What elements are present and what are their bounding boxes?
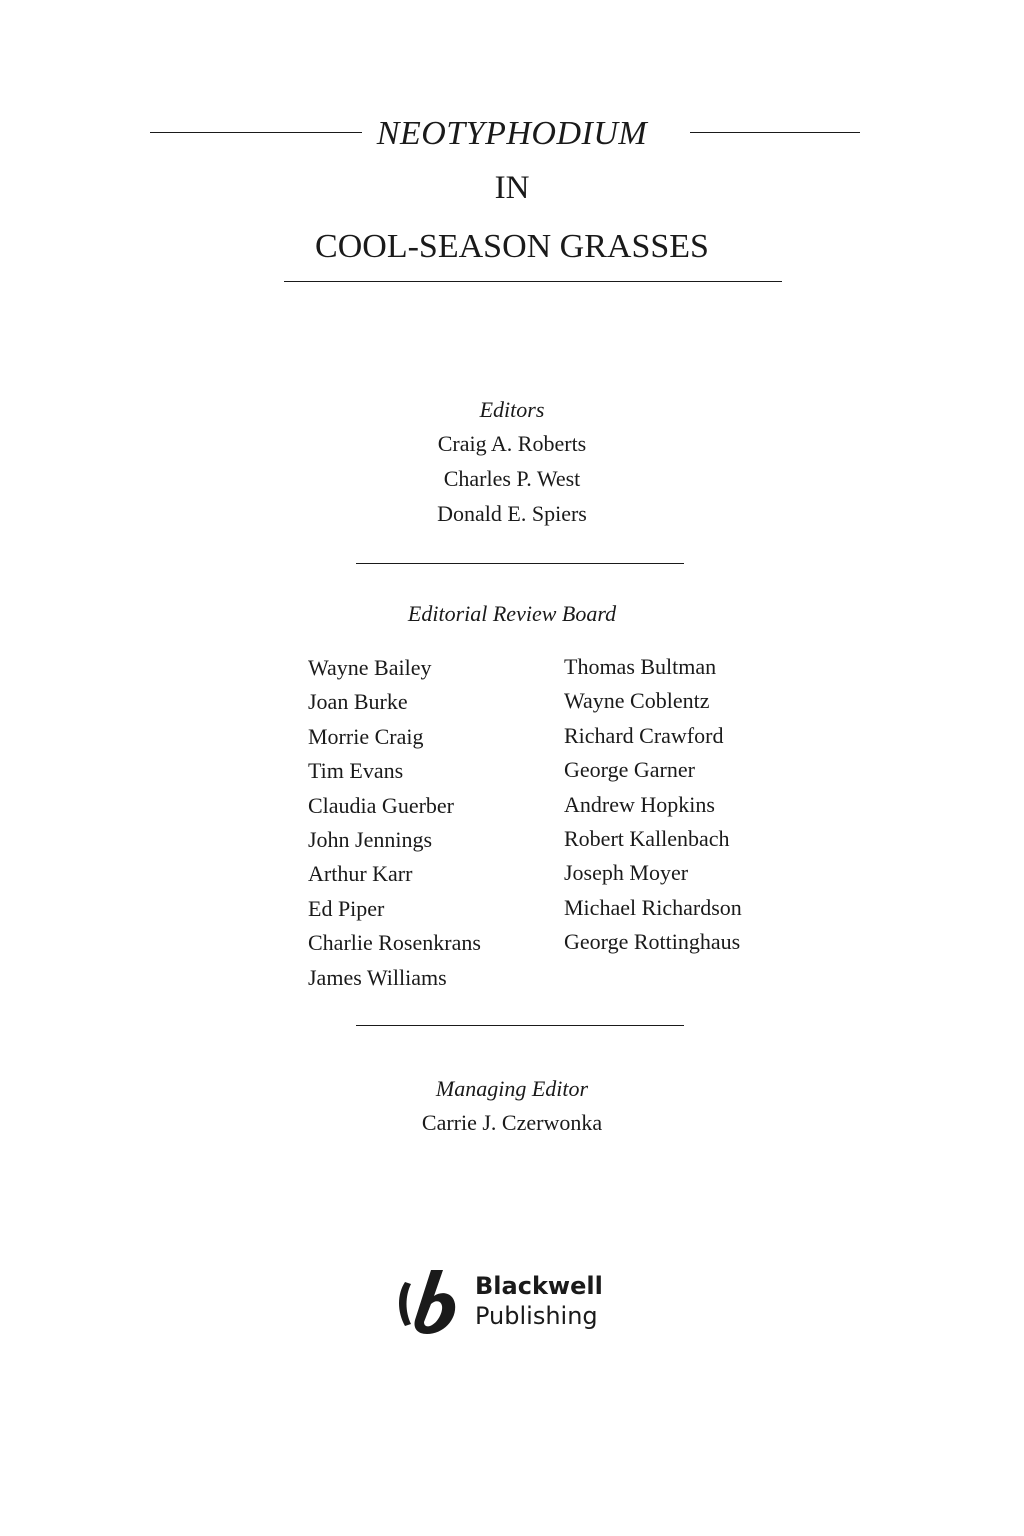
board-member: Joseph Moyer (564, 860, 689, 886)
title-underline (284, 281, 782, 282)
review-board-left-column (308, 651, 481, 995)
board-member: Joan Burke (308, 689, 408, 715)
section-divider (356, 1025, 684, 1026)
board-member: James Williams (308, 964, 447, 990)
board-member: Charlie Rosenkrans (308, 930, 481, 956)
board-member: Robert Kallenbach (564, 826, 730, 852)
board-member: Richard Crawford (564, 722, 724, 748)
review-board-label: Editorial Review Board (407, 601, 617, 626)
section-divider (356, 563, 684, 564)
title-in: IN (494, 170, 530, 206)
editor-name: Donald E. Spiers (437, 501, 587, 526)
board-member: Thomas Bultman (564, 654, 717, 679)
review-board-right-column (564, 650, 742, 960)
title-neotyphodium: NEOTYPHODIUM (376, 115, 648, 152)
managing-editor-label: Managing Editor (435, 1076, 589, 1101)
editor-name: Charles P. West (443, 466, 581, 491)
board-member: Andrew Hopkins (564, 791, 715, 817)
title-cool-season-grasses: COOL-SEASON GRASSES (315, 228, 709, 265)
publisher-logo (385, 1268, 635, 1338)
board-member: John Jennings (308, 827, 433, 853)
editor-name: Craig A. Roberts (437, 431, 587, 456)
board-member: George Rottinghaus (564, 929, 741, 955)
publisher-name-line1: Blackwell (475, 1272, 603, 1300)
board-member: Morrie Craig (308, 723, 424, 749)
board-member: Ed Piper (308, 895, 385, 921)
board-member: Tim Evans (308, 758, 404, 784)
board-member: Arthur Karr (308, 861, 413, 887)
blackwell-b-logo-icon (391, 1268, 463, 1336)
board-member: Michael Richardson (564, 894, 742, 920)
managing-editor-name: Carrie J. Czerwonka (421, 1110, 603, 1135)
title-rule-right (690, 132, 860, 133)
board-member: Wayne Coblentz (564, 688, 710, 714)
board-member: George Garner (564, 757, 695, 783)
editors-label: Editors (479, 397, 545, 422)
publisher-name-line2: Publishing (475, 1302, 598, 1330)
board-member: Claudia Guerber (308, 792, 454, 818)
board-member: Wayne Bailey (308, 655, 432, 680)
